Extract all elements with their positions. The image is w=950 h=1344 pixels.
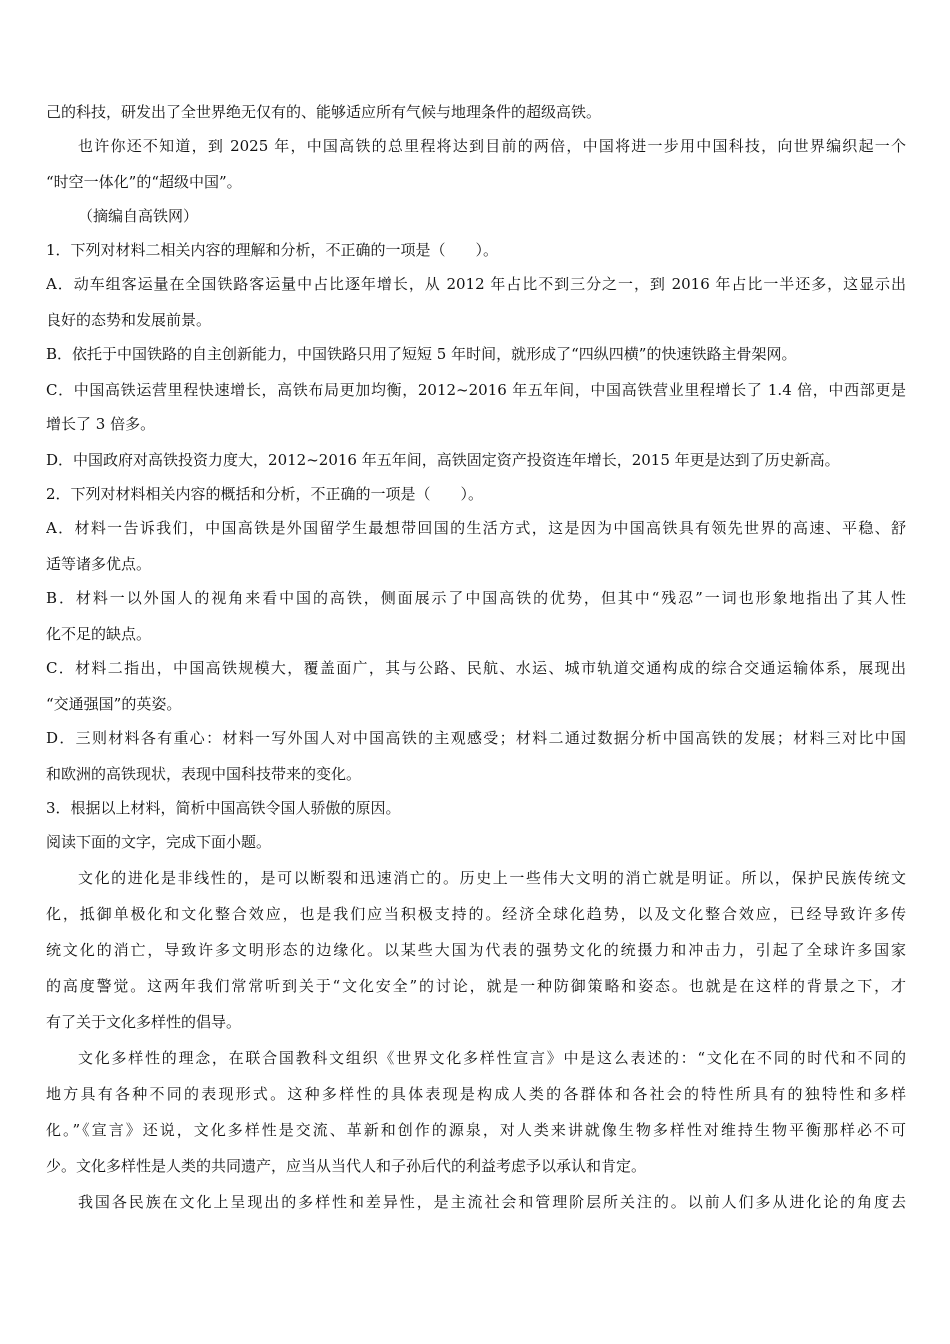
paragraph-line: 文化多样性的理念，在联合国教科文组织《世界文化多样性宣言》中是这么表述的：“文化在不同的时代和不同的 <box>78 1049 906 1067</box>
paragraph-line: 化，抵御单极化和文化整合效应，也是我们应当积极支持的。经济全球化趋势，以及文化整合效应，已经导致许多传 <box>46 905 906 923</box>
option-1a-cont: 良好的态势和发展前景。 <box>46 311 212 329</box>
paragraph-line: 统文化的消亡，导致许多文明形态的边缘化。以某些大国为代表的强势文化的统摄力和冲击力，引起了全球许多国家 <box>46 941 906 959</box>
option-1c-cont: 增长了 3 倍多。 <box>46 415 156 433</box>
option-1d: D．中国政府对高铁投资力度大，2012~2016 年五年间，高铁固定资产投资连年增长，2015 年更是达到了历史新高。 <box>46 451 840 469</box>
paragraph-line: 有了关于文化多样性的倡导。 <box>46 1013 242 1031</box>
question-3: 3．根据以上材料，简析中国高铁令国人骄傲的原因。 <box>46 799 401 817</box>
option-1c: C．中国高铁运营里程快速增长，高铁布局更加均衡，2012~2016 年五年间，中国高铁营业里程增长了 1.4 倍，中西部更是 <box>46 381 906 399</box>
option-1a: A．动车组客运量在全国铁路客运量中占比逐年增长，从 2012 年占比不到三分之一，到 2016 年占比一半还多，这显示出 <box>46 275 906 293</box>
text-line: 己的科技，研发出了全世界绝无仅有的、能够适应所有气候与地理条件的超级高铁。 <box>46 103 602 121</box>
option-2c-cont: “交通强国”的英姿。 <box>46 695 182 713</box>
paragraph-line: 地方具有各种不同的表现形式。这种多样性的具体表现是构成人类的各群体和各社会的特性所具有的独特性和多样 <box>46 1085 906 1103</box>
question-2: 2．下列对材料相关内容的概括和分析，不正确的一项是（ ）。 <box>46 485 484 503</box>
option-2b: B．材料一以外国人的视角来看中国的高铁，侧面展示了中国高铁的优势，但其中“残忍”一词也形象地指出了其人性 <box>46 589 906 607</box>
option-1b: B．依托于中国铁路的自主创新能力，中国铁路只用了短短 5 年时间，就形成了“四纵四横”的快速铁路主骨架网。 <box>46 345 797 363</box>
option-2d-cont: 和欧洲的高铁现状，表现中国科技带来的变化。 <box>46 765 362 783</box>
source-note: （摘编自高铁网） <box>78 207 199 225</box>
option-2a: A．材料一告诉我们，中国高铁是外国留学生最想带回国的生活方式，这是因为中国高铁具有领先世界的高速、平稳、舒 <box>46 519 906 537</box>
option-2d: D．三则材料各有重心：材料一写外国人对中国高铁的主观感受；材料二通过数据分析中国高铁的发展；材料三对比中国 <box>46 729 906 747</box>
option-2a-cont: 适等诸多优点。 <box>46 555 152 573</box>
option-2b-cont: 化不足的缺点。 <box>46 625 152 643</box>
paragraph-line: 少。文化多样性是人类的共同遗产，应当从当代人和子孙后代的利益考虑予以承认和肯定。 <box>46 1157 647 1175</box>
paragraph-line: 我国各民族在文化上呈现出的多样性和差异性，是主流社会和管理阶层所关注的。以前人们多从进化论的角度去 <box>78 1193 906 1211</box>
text-line: 也许你还不知道，到 2025 年，中国高铁的总里程将达到目前的两倍，中国将进一步用中国科技，向世界编织起一个 <box>78 137 906 155</box>
text-line: “时空一体化”的“超级中国”。 <box>46 173 242 191</box>
paragraph-line: 文化的进化是非线性的，是可以断裂和迅速消亡的。历史上一些伟大文明的消亡就是明证。所以，保护民族传统文 <box>78 869 906 887</box>
paragraph-line: 的高度警觉。这两年我们常常听到关于“文化安全”的讨论，就是一种防御策略和姿态。也就是在这样的背景之下，才 <box>46 977 906 995</box>
reading-instruction: 阅读下面的文字，完成下面小题。 <box>46 833 272 851</box>
question-1: 1．下列对材料二相关内容的理解和分析，不正确的一项是（ ）。 <box>46 241 499 259</box>
paragraph-line: 化。”《宣言》还说，文化多样性是交流、革新和创作的源泉，对人类来讲就像生物多样性对维持生物平衡那样必不可 <box>46 1121 906 1139</box>
option-2c: C．材料二指出，中国高铁规模大，覆盖面广，其与公路、民航、水运、城市轨道交通构成的综合交通运输体系，展现出 <box>46 659 906 677</box>
